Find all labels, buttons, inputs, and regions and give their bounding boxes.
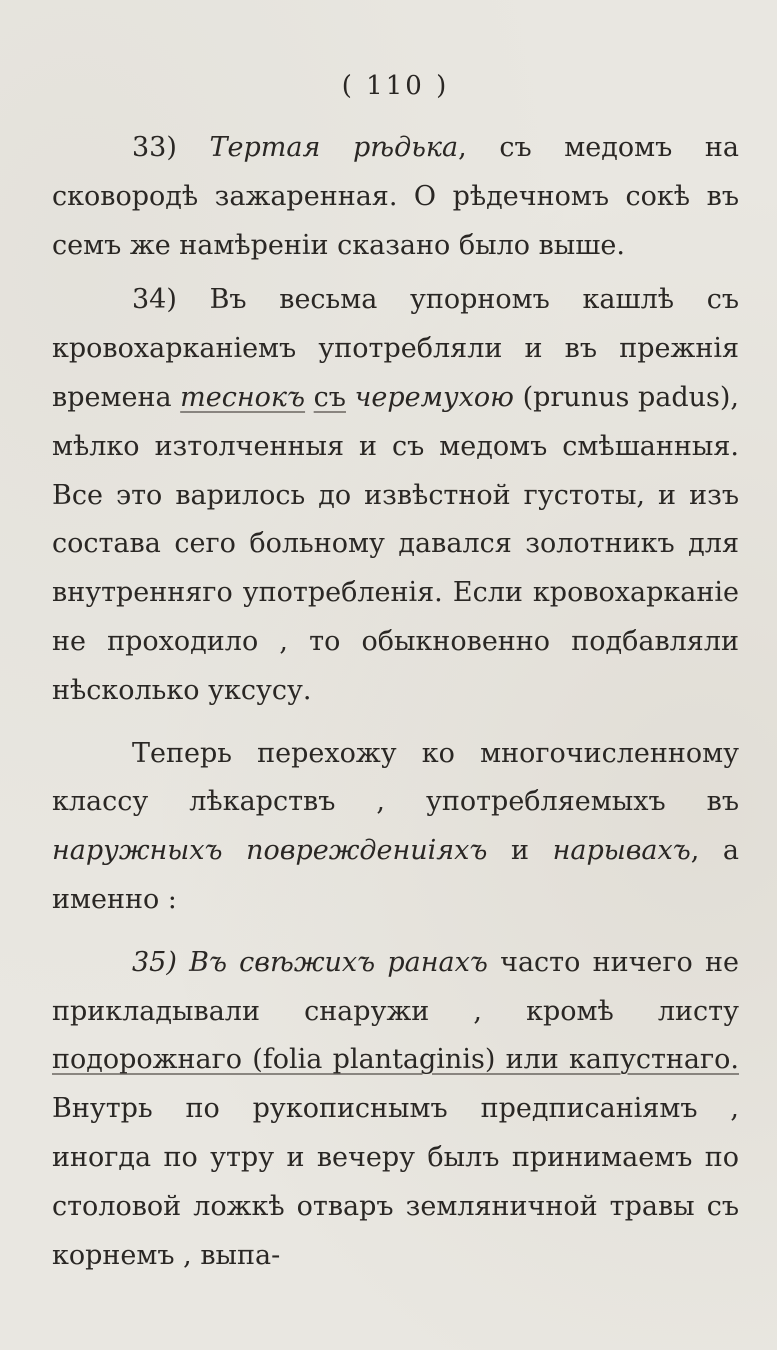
paragraph-34 <box>52 276 739 715</box>
paragraph-34-text-1: Въ весьма упорномъ кашлѣ съ кровохарканiемъ употребляли и въ прежнiя времена <box>52 284 739 413</box>
transition-text-2: , а именно : <box>52 835 740 915</box>
italic-term-cherry: черемухою <box>354 381 514 413</box>
paragraph-34-connector: съ <box>313 381 346 413</box>
paragraph-33 <box>52 124 739 270</box>
item-number-33: 33) <box>132 132 177 163</box>
paragraph-35-text-2: Внутрь по рукописнымъ предписанiямъ , иногда по утру и вечеру былъ принимаемъ по столовой ложкѣ отваръ земляничной травы съ корнемъ , выпа- <box>52 1093 739 1271</box>
transition-connector: и <box>510 835 529 867</box>
italic-term-abscesses: нарывахъ <box>552 835 691 867</box>
italic-term-garlic: теснокъ <box>180 381 306 413</box>
paragraph-33-text: , съ медомъ на сковородѣ зажаренная. О рѣдечномъ сокѣ въ семъ же намѣренiи сказано было выше. <box>52 132 739 261</box>
transition-text-1: Теперь перехожу ко многочисленному классу лѣкарствъ , употребляемыхъ въ <box>52 737 739 818</box>
item-number-35: 35) <box>132 946 177 978</box>
underlined-plantain-phrase: подорожнаго (folia plantaginis) или капустнаго. <box>52 1044 739 1076</box>
page-number: ( 110 ) <box>341 71 450 101</box>
paragraph-35-text-1: часто ничего не прикладывали снаружи , кромѣ листу <box>52 946 739 1027</box>
paragraph-34-text-2: (prunus padus), мѣлко изтолченныя и съ медомъ смѣшанныя. Все это варилось до извѣстной густоты, и изъ состава сего больному давался золотникъ для внутренняго употребленiя. <box>52 381 739 609</box>
item-number-34: 34) <box>132 284 177 316</box>
paragraph-34-text-3: Если кровохарканiе не проходило , то обыкновенно подбавляли нѣсколько уксусу. <box>52 577 739 706</box>
italic-term-injuries: наружныхъ повреждениiяхъ <box>52 835 488 867</box>
item-title-35: Въ свѣжихъ ранахъ <box>189 946 488 978</box>
paragraph-35 <box>52 939 739 1281</box>
transition-paragraph <box>52 730 739 925</box>
item-title-33: Тертая рѣдька <box>209 132 459 163</box>
